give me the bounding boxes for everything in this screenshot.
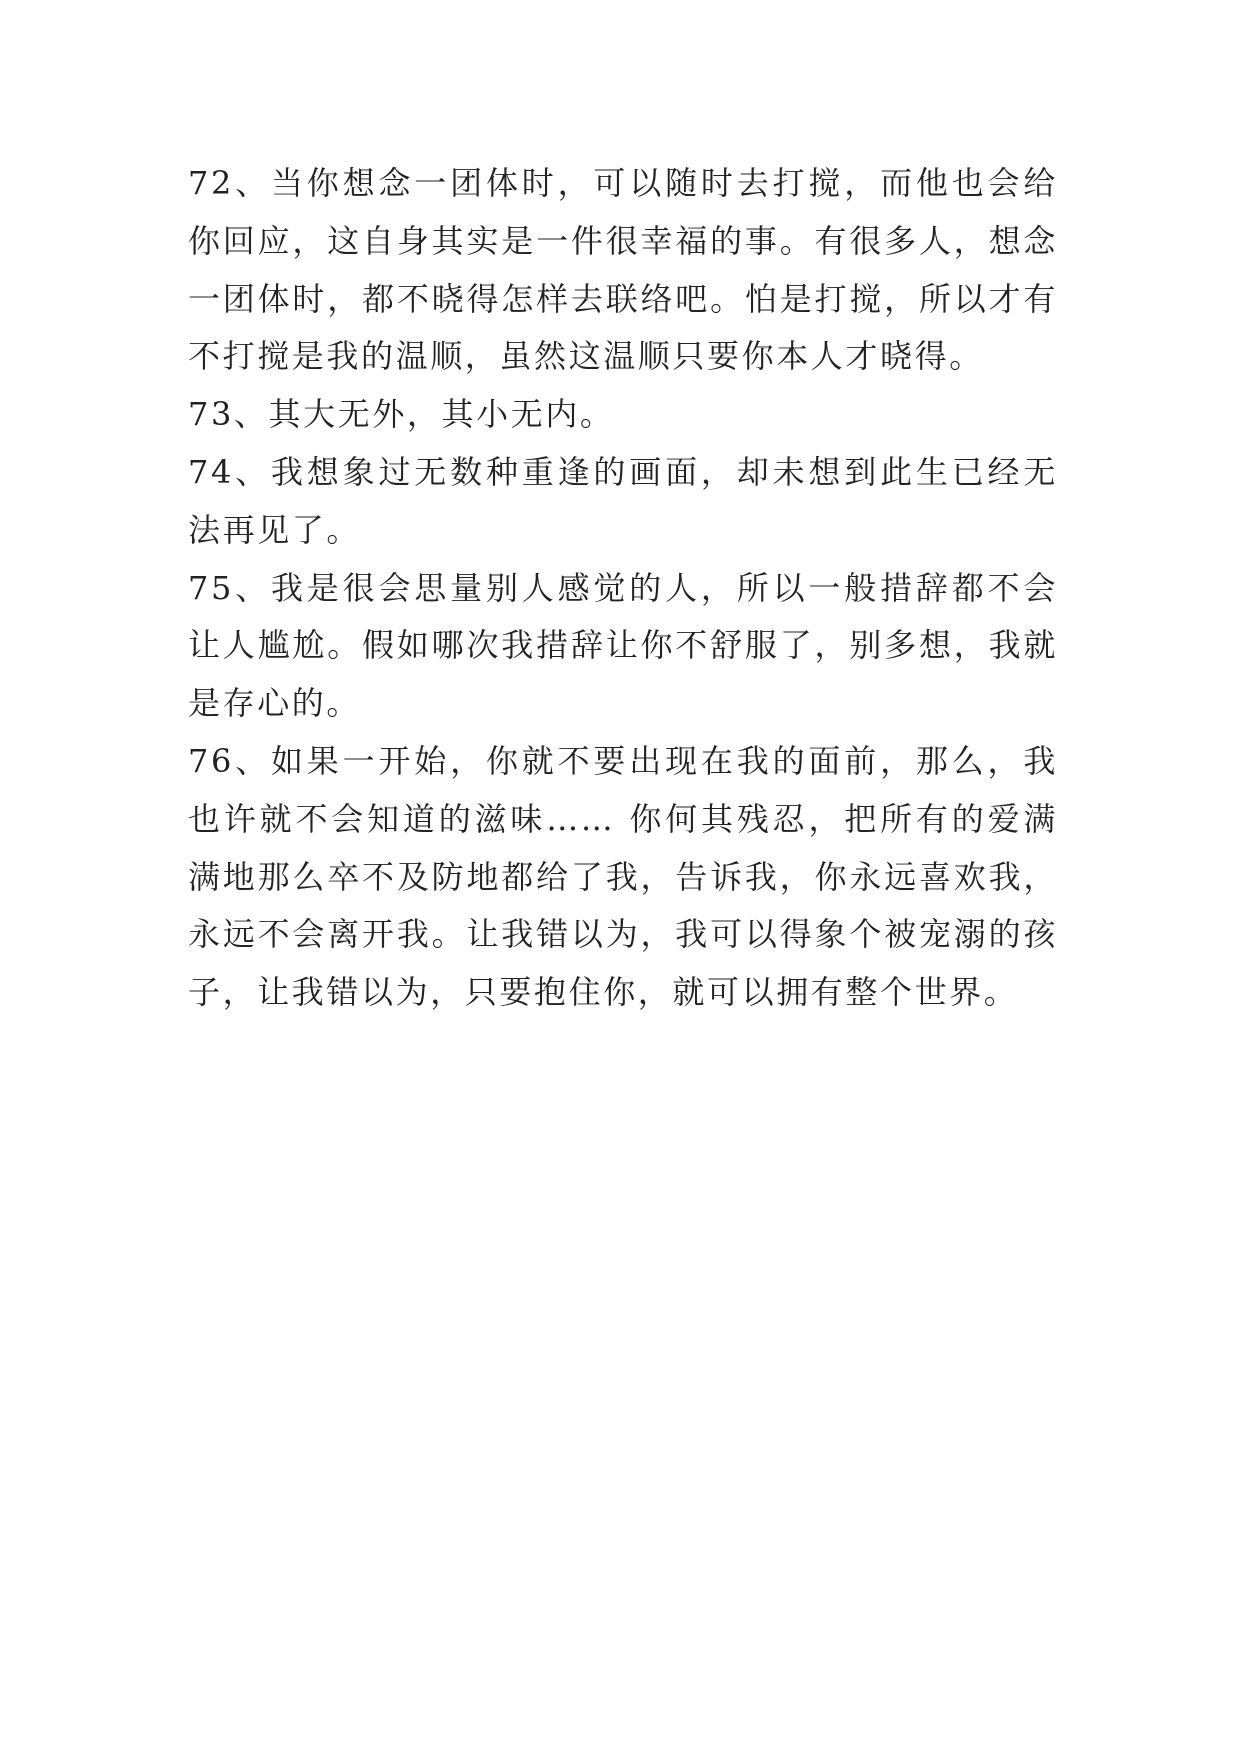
paragraph-74: 74、我想象过无数种重逢的画面，却未想到此生已经无法再见了。 bbox=[188, 452, 1058, 549]
paragraph-76: 76、如果一开始，你就不要出现在我的面前，那么，我也许就不会知道的滋味…… 你何其残忍，把所有的爱满满地那么卒不及防地都给了我，告诉我，你永远喜欢我，永远不会离开我。让我错以为，我可以得象个被宠溺的孩子，让我错以为，只要抱住你，就可以拥有整个世界。 bbox=[188, 741, 1058, 1012]
document-body bbox=[188, 155, 1058, 1022]
paragraph-73: 73、其大无外，其小无内。 bbox=[188, 395, 615, 434]
paragraph-72: 72、当你想念一团体时，可以随时去打搅，而他也会给你回应，这自身其实是一件很幸福的事。有很多人，想念一团体时，都不晓得怎样去联络吧。怕是打搅，所以才有不打搅是我的温顺，虽然这温顺只要你本人才晓得。 bbox=[188, 164, 1058, 376]
paragraph-75: 75、我是很会思量别人感觉的人，所以一般措辞都不会让人尴尬。假如哪次我措辞让你不舒服了，别多想，我就是存心的。 bbox=[188, 568, 1058, 723]
